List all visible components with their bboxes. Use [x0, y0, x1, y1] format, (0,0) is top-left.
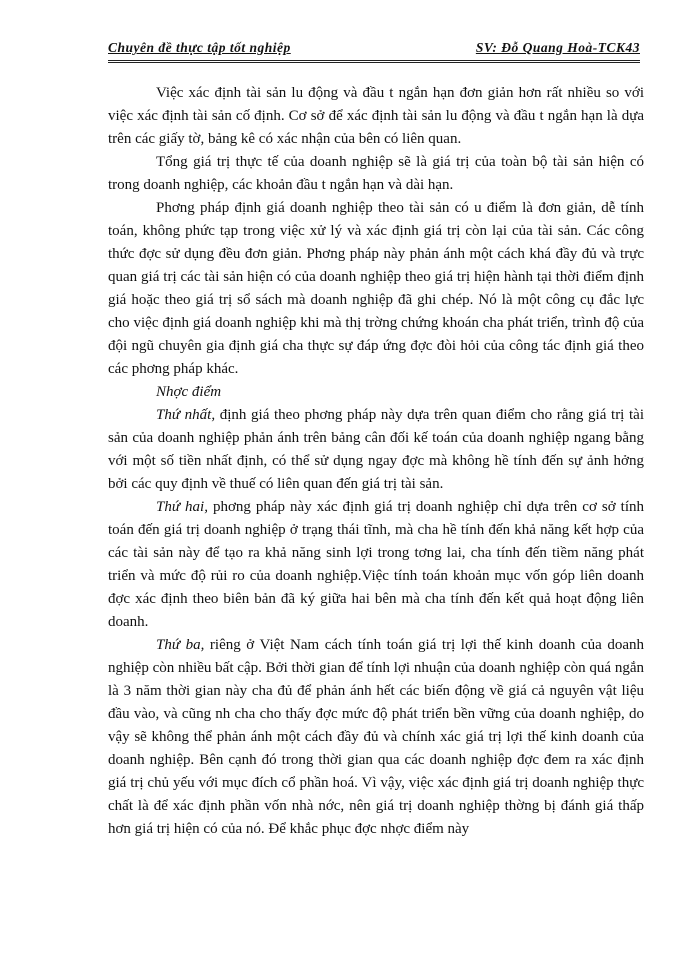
paragraph-5-text: phơng pháp này xác định giá trị doanh nghiệp chỉ dựa trên cơ sở tính toán đến giá trị doanh nghiệp ở trạng thái tĩnh, mà cha hề tính đến khả năng kết hợp của các tài sản này để tạo ra khả năng sinh lợi trong tơng lai, cha tính đến tiềm năng phát triển và mức độ rủi ro của doanh nghiệp.Việc tính toán khoản mục vốn góp liên doanh đợc xác định theo biên bản đã ký giữa hai bên mà cha tính đến kết quả hoạt động liên doanh. — [108, 499, 644, 630]
paragraph-6 — [108, 634, 644, 841]
paragraph-4 — [108, 404, 644, 496]
header-left-title: Chuyên đề thực tập tốt nghiệp — [108, 40, 291, 55]
nhuoc-diem-heading — [108, 381, 644, 404]
paragraph-5-lead: Thứ hai, — [156, 499, 208, 515]
document-body — [108, 82, 644, 841]
paragraph-1: Việc xác định tài sản lu động và đầu t ngắn hạn đơn giản hơn rất nhiều so với việc xác định tài sản cố định. Cơ sở để xác định tài sản lu động và đầu t ngắn hạn là dựa trên các giấy tờ, bảng kê có xác nhận của bên có liên quan. — [108, 85, 644, 147]
page-header — [108, 34, 640, 63]
paragraph-4-lead: Thứ nhất, — [156, 407, 216, 423]
paragraph-6-lead: Thứ ba, — [156, 637, 205, 653]
paragraph-4-text: định giá theo phơng pháp này dựa trên quan điểm cho rằng giá trị tài sản của doanh nghiệp phản ánh trên bảng cân đối kế toán của doanh nghiệp ngang bằng với một số tiền nhất định, có thể sử dụng ngay đợc mà không hề tính đến sự ảnh hởng bởi các quy định về thuế có liên quan đến giá trị tài sản. — [108, 407, 644, 492]
header-right-author: SV: Đỗ Quang Hoà-TCK43 — [475, 40, 640, 55]
paragraph-6-text: riêng ở Việt Nam cách tính toán giá trị lợi thế kinh doanh của doanh nghiệp còn nhiều bất cập. Bởi thời gian để tính lợi nhuận của doanh nghiệp còn quá ngắn là 3 năm thời gian này cha đủ để phản ánh hết các biến động về giá cả nguyên vật liệu đầu vào, và cũng nh cha cho thấy đợc mức độ phát triển bền vững của doanh nghiệp, do vậy sẽ không thể phản ánh một cách đầy đủ và chính xác giá trị lợi thế kinh doanh của doanh nghiệp. Bên cạnh đó trong thời gian qua các doanh nghiệp đợc đem ra xác định giá trị chủ yếu với mục đích cổ phần hoá. Vì vậy, việc xác định giá trị doanh nghiệp thực chất là để xác định phần vốn nhà nớc, nên giá trị doanh nghiệp thờng bị đánh giá thấp hơn giá trị hiện có của nó. Để khắc phục đợc nhợc điểm này — [108, 637, 644, 837]
paragraph-2: Tổng giá trị thực tế của doanh nghiệp sẽ là giá trị của toàn bộ tài sản hiện có trong doanh nghiệp, các khoản đầu t ngắn hạn và dài hạn. — [108, 154, 644, 193]
paragraph-5 — [108, 496, 644, 634]
nhuoc-diem-label: Nhợc điểm — [156, 384, 222, 400]
paragraph-3: Phơng pháp định giá doanh nghiệp theo tài sản có u điểm là đơn giản, dễ tính toán, không phức tạp trong việc xử lý và xác định giá trị còn lại của tài sản. Các công thức đợc sử dụng đều đơn giản. Phơng pháp này phản ánh một cách khá đầy đủ và trực quan giá trị các tài sản hiện có của doanh nghiệp theo giá trị hiện hành tại thời điểm định giá hoặc theo giá trị sổ sách mà doanh nghiệp đã ghi chép. Nó là một công cụ đắc lực cho việc định giá doanh nghiệp khi mà thị trờng chứng khoán cha phát triển, trình độ của đội ngũ chuyên gia định giá cha thực sự đáp ứng đợc đòi hỏi của công tác định giá theo các phơng pháp khác. — [108, 200, 644, 377]
